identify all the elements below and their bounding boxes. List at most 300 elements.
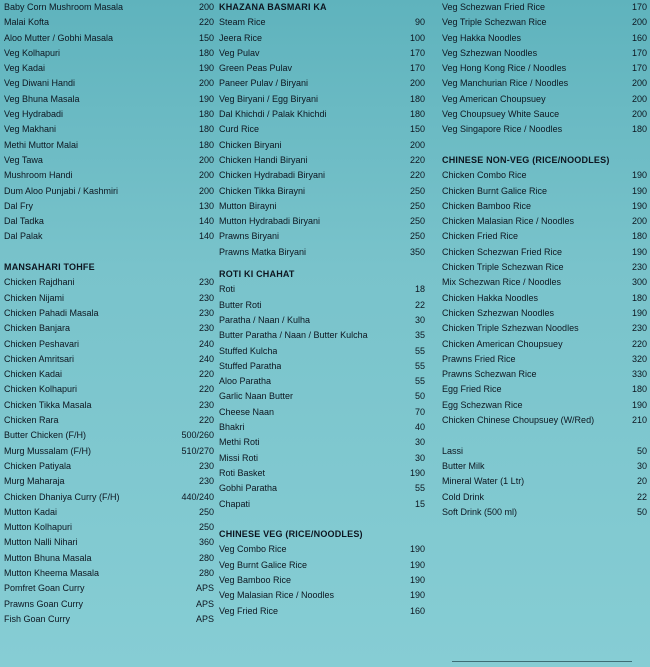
menu-item-name: Veg Szhezwan Noodles — [442, 47, 538, 58]
menu-item-name: Chicken Triple Schezwan Rice — [442, 262, 564, 273]
menu-item-name: Chicken Chinese Choupsuey (W/Red) — [442, 415, 595, 426]
menu-item-price: 140 — [198, 231, 214, 242]
menu-item-name: Butter Chicken (F/H) — [4, 430, 87, 441]
menu-item — [442, 76, 647, 91]
menu-item — [4, 122, 214, 137]
menu-item-price: 200 — [631, 93, 647, 104]
menu-item-price: 190 — [198, 93, 214, 104]
menu-item-name: Paratha / Naan / Kulha — [219, 314, 311, 325]
menu-item-price: 180 — [198, 124, 214, 135]
veg-main-course-list — [4, 0, 214, 245]
menu-item — [219, 31, 425, 46]
menu-item-price: 100 — [409, 32, 425, 43]
menu-item — [4, 505, 214, 520]
menu-item-price: APS — [195, 613, 214, 624]
menu-item-name: Chicken Burnt Galice Rice — [442, 185, 548, 196]
menu-item — [442, 505, 647, 520]
menu-item — [219, 46, 425, 61]
menu-item-name: Veg Tawa — [4, 154, 43, 165]
menu-item-price: 230 — [198, 476, 214, 487]
menu-item-price: 330 — [631, 369, 647, 380]
menu-item-price: 180 — [631, 384, 647, 395]
menu-item-price: 22 — [636, 491, 647, 502]
menu-item-price: 55 — [414, 376, 425, 387]
menu-item — [4, 153, 214, 168]
menu-item — [219, 61, 425, 76]
menu-item-name: Stuffed Kulcha — [219, 345, 278, 356]
menu-item — [219, 558, 425, 573]
menu-item-price: 220 — [409, 154, 425, 165]
menu-item — [4, 306, 214, 321]
menu-item-name: Steam Rice — [219, 17, 266, 28]
section-heading-mansahari: MANSAHARI TOHFE — [4, 262, 95, 273]
menu-item-price: 220 — [631, 338, 647, 349]
menu-item — [442, 260, 647, 275]
menu-item-price: 200 — [631, 109, 647, 120]
menu-item — [219, 451, 425, 466]
menu-item-name: Prawns Matka Biryani — [219, 246, 307, 257]
menu-item-price: 200 — [198, 185, 214, 196]
menu-item-price: 230 — [198, 399, 214, 410]
menu-item-price: 240 — [198, 353, 214, 364]
menu-item-price: 250 — [198, 522, 214, 533]
menu-item — [442, 337, 647, 352]
menu-item — [219, 214, 425, 229]
roti-list — [219, 282, 425, 511]
menu-item-price: 50 — [414, 391, 425, 402]
menu-item-price: 55 — [414, 360, 425, 371]
menu-item-price: 190 — [409, 590, 425, 601]
menu-item-price: 190 — [631, 307, 647, 318]
menu-item-price: 190 — [631, 200, 647, 211]
menu-item-name: Soft Drink (500 ml) — [442, 506, 518, 517]
menu-item-price: 230 — [198, 277, 214, 288]
menu-item-name: Dal Fry — [4, 200, 33, 211]
menu-item — [4, 459, 214, 474]
menu-item-name: Prawns Schezwan Rice — [442, 369, 537, 380]
menu-item-price: 160 — [409, 605, 425, 616]
menu-item-name: Veg Pulav — [219, 47, 260, 58]
menu-item-name: Mutton Nalli Nihari — [4, 537, 78, 548]
menu-item-price: 180 — [409, 93, 425, 104]
menu-item — [442, 107, 647, 122]
menu-item-name: Veg Singapore Rice / Noodles — [442, 124, 563, 135]
menu-item-name: Chicken Pahadi Masala — [4, 307, 99, 318]
menu-item-name: Veg Hong Kong Rice / Noodles — [442, 63, 567, 74]
menu-item-name: Veg Burnt Galice Rice — [219, 559, 308, 570]
menu-item-name: Mutton Bhuna Masala — [4, 552, 92, 563]
menu-item — [442, 31, 647, 46]
menu-item-name: Chicken Tikka Birayni — [219, 185, 306, 196]
menu-item-price: 90 — [414, 17, 425, 28]
menu-item — [4, 46, 214, 61]
menu-item — [4, 520, 214, 535]
menu-item-price: 20 — [636, 476, 647, 487]
menu-item-price: 30 — [414, 452, 425, 463]
menu-item-price: 200 — [409, 78, 425, 89]
menu-item — [219, 359, 425, 374]
menu-item-price: 70 — [414, 406, 425, 417]
spacer — [219, 512, 425, 527]
menu-item — [219, 466, 425, 481]
menu-item-name: Roti — [219, 284, 236, 295]
menu-item-name: Chicken Fried Rice — [442, 231, 519, 242]
menu-column-1 — [4, 0, 214, 627]
menu-item — [442, 0, 647, 15]
menu-item-name: Chicken Handi Biryani — [219, 154, 308, 165]
menu-item — [4, 398, 214, 413]
menu-item — [4, 612, 214, 627]
menu-item-price: 230 — [631, 323, 647, 334]
menu-item — [219, 122, 425, 137]
menu-item — [442, 245, 647, 260]
menu-item — [219, 435, 425, 450]
menu-item-name: Dum Aloo Punjabi / Kashmiri — [4, 185, 119, 196]
menu-item-name: Veg Makhani — [4, 124, 57, 135]
menu-item-name: Cheese Naan — [219, 406, 275, 417]
menu-item-name: Butter Roti — [219, 299, 262, 310]
menu-item — [4, 107, 214, 122]
menu-item — [442, 321, 647, 336]
menu-item-name: Dal Tadka — [4, 216, 44, 227]
menu-item-name: Chicken Hydrabadi Biryani — [219, 170, 326, 181]
menu-item — [442, 46, 647, 61]
menu-item-name: Murg Mussalam (F/H) — [4, 445, 92, 456]
menu-item — [4, 291, 214, 306]
menu-item-name: Egg Fried Rice — [442, 384, 502, 395]
menu-item — [4, 31, 214, 46]
menu-item-price: 220 — [198, 17, 214, 28]
menu-item-price: 210 — [631, 415, 647, 426]
menu-item — [442, 413, 647, 428]
menu-item-name: Chicken Amritsari — [4, 353, 75, 364]
menu-item-name: Chicken Szhezwan Noodles — [442, 307, 555, 318]
menu-item-price: 200 — [409, 139, 425, 150]
drinks-list — [442, 444, 647, 520]
menu-item — [442, 352, 647, 367]
menu-item-name: Missi Roti — [219, 452, 259, 463]
menu-item-name: Chicken Bamboo Rice — [442, 200, 532, 211]
menu-item — [4, 275, 214, 290]
menu-item — [442, 184, 647, 199]
menu-item — [4, 535, 214, 550]
menu-item-price: 180 — [409, 109, 425, 120]
menu-item — [442, 168, 647, 183]
menu-item-name: Veg Malasian Rice / Noodles — [219, 590, 335, 601]
menu-item-price: 180 — [198, 47, 214, 58]
menu-item-name: Chicken Rajdhani — [4, 277, 75, 288]
menu-item-name: Malai Kofta — [4, 17, 50, 28]
menu-item — [4, 0, 214, 15]
menu-item-name: Veg Kadai — [4, 63, 46, 74]
menu-item — [442, 367, 647, 382]
menu-item-name: Cold Drink — [442, 491, 485, 502]
menu-item — [442, 122, 647, 137]
menu-item — [4, 61, 214, 76]
menu-item-price: 30 — [636, 460, 647, 471]
menu-item-price: 230 — [198, 323, 214, 334]
chinese-veg-continued-list — [442, 0, 647, 138]
menu-item-name: Fish Goan Curry — [4, 613, 71, 624]
menu-item-price: 220 — [198, 369, 214, 380]
menu-item-price: 200 — [198, 154, 214, 165]
menu-item — [4, 581, 214, 596]
menu-item-name: Mutton Kadai — [4, 506, 58, 517]
chinese-nonveg-list — [442, 168, 647, 428]
menu-item — [4, 138, 214, 153]
menu-item — [4, 413, 214, 428]
menu-item-price: 180 — [631, 231, 647, 242]
menu-item — [442, 490, 647, 505]
menu-item — [219, 15, 425, 30]
menu-item-name: Veg Kolhapuri — [4, 47, 61, 58]
menu-item-name: Chapati — [219, 498, 251, 509]
menu-item-name: Baby Corn Mushroom Masala — [4, 2, 124, 12]
menu-item-price: 280 — [198, 567, 214, 578]
menu-item — [442, 291, 647, 306]
menu-item-price: 360 — [198, 537, 214, 548]
menu-item-name: Butter Milk — [442, 460, 485, 471]
menu-item-name: Veg Triple Schezwan Rice — [442, 17, 547, 28]
menu-item-name: Veg Combo Rice — [219, 544, 287, 555]
menu-item-price: APS — [195, 583, 214, 594]
menu-item — [4, 15, 214, 30]
menu-item-name: Methi Muttor Malai — [4, 139, 79, 150]
menu-item-name: Dal Khichdi / Palak Khichdi — [219, 109, 327, 120]
menu-item-price: 50 — [636, 506, 647, 517]
menu-item-price: 190 — [631, 185, 647, 196]
menu-item — [219, 229, 425, 244]
bottom-divider — [452, 661, 632, 662]
menu-item — [442, 275, 647, 290]
menu-item — [219, 199, 425, 214]
menu-item-name: Chicken Biryani — [219, 139, 282, 150]
section-heading-khazana: KHAZANA BASMARI KA — [219, 2, 327, 12]
spacer — [442, 138, 647, 153]
menu-item-name: Egg Schezwan Rice — [442, 399, 523, 410]
menu-item-price: 200 — [631, 78, 647, 89]
menu-item-price: 440/240 — [181, 491, 214, 502]
menu-item — [442, 229, 647, 244]
menu-item-price: 280 — [198, 552, 214, 563]
menu-item — [4, 184, 214, 199]
menu-item-price: 22 — [414, 299, 425, 310]
menu-item-price: 190 — [409, 559, 425, 570]
menu-item — [4, 337, 214, 352]
menu-item-price: 190 — [409, 574, 425, 585]
menu-item — [4, 428, 214, 443]
menu-item-price: 50 — [636, 445, 647, 456]
menu-item — [4, 490, 214, 505]
menu-item-price: 55 — [414, 345, 425, 356]
menu-item-name: Chicken Peshavari — [4, 338, 80, 349]
menu-item-price: 150 — [409, 124, 425, 135]
menu-item-price: 180 — [631, 292, 647, 303]
menu-item — [219, 573, 425, 588]
section-heading-chinese-veg: CHINESE VEG (RICE/NOODLES) — [219, 529, 363, 540]
menu-item-name: Mushroom Handi — [4, 170, 73, 181]
menu-item-price: 320 — [631, 353, 647, 364]
menu-item — [442, 398, 647, 413]
menu-item-name: Aloo Paratha — [219, 376, 272, 387]
menu-item-name: Chicken Banjara — [4, 323, 71, 334]
menu-item — [219, 138, 425, 153]
menu-item — [219, 298, 425, 313]
menu-item — [4, 76, 214, 91]
menu-item — [442, 61, 647, 76]
chinese-veg-list — [219, 542, 425, 618]
menu-item-price: 140 — [198, 216, 214, 227]
menu-item — [219, 497, 425, 512]
khazana-list — [219, 15, 425, 260]
menu-item — [219, 76, 425, 91]
menu-item-name: Veg Hakka Noodles — [442, 32, 522, 43]
menu-item — [4, 551, 214, 566]
menu-item-name: Jeera Rice — [219, 32, 263, 43]
menu-item-price: 190 — [409, 467, 425, 478]
menu-item-price: 180 — [198, 139, 214, 150]
menu-item-price: 170 — [631, 63, 647, 74]
menu-item-price: 200 — [631, 17, 647, 28]
menu-item — [4, 566, 214, 581]
menu-item — [442, 474, 647, 489]
menu-item-name: Veg Bhuna Masala — [4, 93, 80, 104]
menu-item-price: 250 — [409, 216, 425, 227]
menu-item — [4, 199, 214, 214]
menu-item-price: 250 — [409, 200, 425, 211]
menu-item-name: Chicken Kadai — [4, 369, 63, 380]
menu-item — [219, 282, 425, 297]
menu-item-price: 230 — [631, 262, 647, 273]
menu-item-price: 180 — [198, 109, 214, 120]
menu-item — [219, 344, 425, 359]
menu-item-name: Veg American Choupsuey — [442, 93, 546, 104]
menu-item-name: Chicken Triple Szhezwan Noodles — [442, 323, 579, 334]
menu-item — [4, 367, 214, 382]
menu-item-name: Veg Bamboo Rice — [219, 574, 292, 585]
menu-item-price: 250 — [198, 506, 214, 517]
menu-item-price: 190 — [198, 63, 214, 74]
menu-item-price: 190 — [409, 544, 425, 555]
menu-item-price: 220 — [409, 170, 425, 181]
menu-item-name: Mutton Hydrabadi Biryani — [219, 216, 321, 227]
menu-item-price: 250 — [409, 185, 425, 196]
menu-item-price: 190 — [631, 170, 647, 181]
menu-item — [219, 481, 425, 496]
menu-item — [219, 92, 425, 107]
menu-item — [219, 542, 425, 557]
menu-item — [219, 588, 425, 603]
menu-item-name: Chicken American Choupsuey — [442, 338, 563, 349]
menu-item — [442, 214, 647, 229]
menu-item — [4, 352, 214, 367]
menu-item-price: 190 — [631, 399, 647, 410]
menu-item — [442, 92, 647, 107]
menu-item-price: 510/270 — [181, 445, 214, 456]
menu-item-price: 180 — [631, 124, 647, 135]
menu-item — [219, 420, 425, 435]
menu-item-name: Chicken Hakka Noodles — [442, 292, 539, 303]
menu-item-name: Veg Hydrabadi — [4, 109, 64, 120]
menu-item — [219, 245, 425, 260]
menu-item-price: 300 — [631, 277, 647, 288]
menu-item-price: 350 — [409, 246, 425, 257]
menu-item — [442, 444, 647, 459]
menu-item-name: Roti Basket — [219, 467, 266, 478]
menu-item-name: Gobhi Paratha — [219, 483, 278, 494]
menu-item-name: Chicken Malasian Rice / Noodles — [442, 216, 575, 227]
menu-item — [219, 168, 425, 183]
menu-item-name: Mineral Water (1 Ltr) — [442, 476, 525, 487]
menu-item — [219, 604, 425, 619]
menu-item — [219, 374, 425, 389]
menu-item — [442, 459, 647, 474]
menu-item-price: 170 — [409, 63, 425, 74]
menu-item-price: 240 — [198, 338, 214, 349]
menu-item-name: Methi Roti — [219, 437, 260, 448]
menu-item-price: 170 — [409, 47, 425, 58]
menu-item-price: 15 — [414, 498, 425, 509]
menu-item-name: Veg Diwani Handi — [4, 78, 76, 89]
mansahari-list — [4, 275, 214, 627]
menu-item-name: Veg Biryani / Egg Biryani — [219, 93, 319, 104]
menu-item-price: 170 — [631, 2, 647, 12]
menu-item — [442, 382, 647, 397]
section-heading-roti: ROTI KI CHAHAT — [219, 269, 295, 280]
menu-item-price: 220 — [198, 415, 214, 426]
menu-item — [4, 214, 214, 229]
menu-item — [4, 321, 214, 336]
menu-item-price: 500/260 — [181, 430, 214, 441]
menu-item-name: Prawns Fried Rice — [442, 353, 516, 364]
menu-item-price: 55 — [414, 483, 425, 494]
menu-item — [442, 199, 647, 214]
menu-item-name: Mix Schezwan Rice / Noodles — [442, 277, 562, 288]
menu-item-name: Butter Paratha / Naan / Butter Kulcha — [219, 330, 368, 341]
spacer — [442, 428, 647, 443]
menu-item-price: 250 — [409, 231, 425, 242]
menu-item-name: Chicken Combo Rice — [442, 170, 527, 181]
menu-item — [4, 597, 214, 612]
menu-item-name: Garlic Naan Butter — [219, 391, 294, 402]
menu-item-price: 160 — [631, 32, 647, 43]
menu-item-name: Veg Schezwan Fried Rice — [442, 2, 546, 12]
menu-item-price: 230 — [198, 307, 214, 318]
menu-item-price: 40 — [414, 422, 425, 433]
menu-item-name: Stuffed Paratha — [219, 360, 282, 371]
menu-item-name: Paneer Pulav / Biryani — [219, 78, 309, 89]
menu-item-price: 220 — [198, 384, 214, 395]
menu-item-price: 30 — [414, 437, 425, 448]
menu-item-name: Chicken Tikka Masala — [4, 399, 92, 410]
menu-item — [219, 313, 425, 328]
menu-item-name: Chicken Rara — [4, 415, 59, 426]
menu-item-price: 200 — [631, 216, 647, 227]
menu-item-name: Prawns Goan Curry — [4, 598, 84, 609]
menu-column-3 — [442, 0, 647, 520]
menu-item — [4, 382, 214, 397]
menu-item-name: Mutton Kolhapuri — [4, 522, 73, 533]
menu-item-price: 200 — [198, 170, 214, 181]
menu-item-price: 230 — [198, 292, 214, 303]
menu-item-name: Murg Maharaja — [4, 476, 65, 487]
menu-item-name: Veg Choupsuey White Sauce — [442, 109, 560, 120]
menu-item-price: 130 — [198, 200, 214, 211]
menu-item — [219, 107, 425, 122]
menu-item-name: Chicken Nijami — [4, 292, 65, 303]
menu-item — [4, 444, 214, 459]
menu-item-price: 35 — [414, 330, 425, 341]
